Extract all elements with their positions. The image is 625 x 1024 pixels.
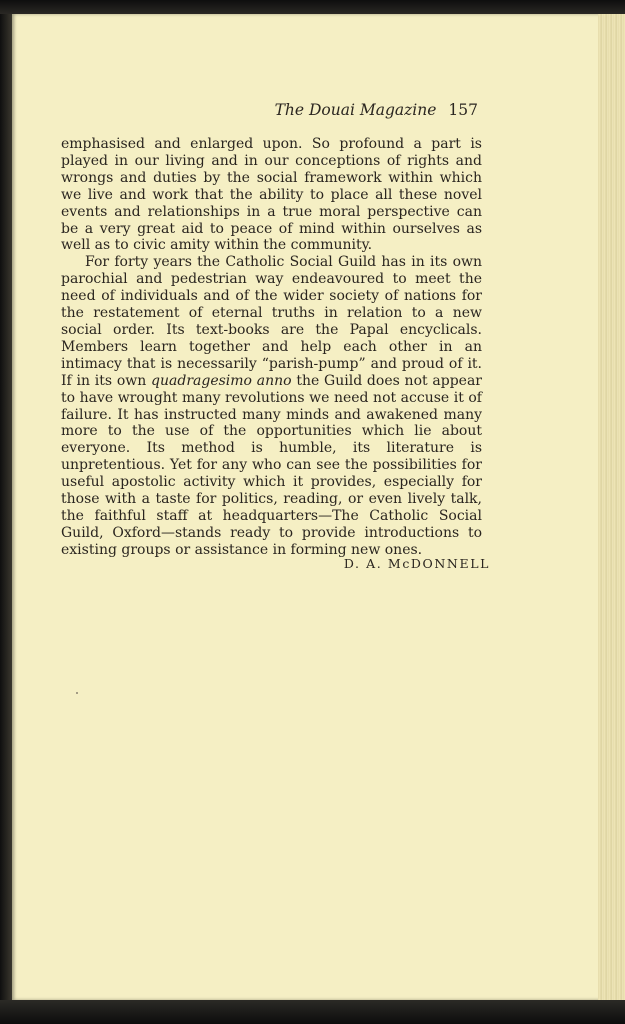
running-head <box>230 101 478 119</box>
paragraph-1: emphasised and enlarged upon. So profound a part is played in our living and in our conceptions of rights and wrongs and duties by the social framework within which we live and work that the ability to place all these novel events and relationships in a true moral perspective can be a very great aid to peace of mind within ourselves as well as to civic amity within the community. <box>61 136 482 254</box>
latin-title: quadragesimo anno <box>151 372 292 389</box>
paragraph-2-start: For forty years the Catholic Social Guild has in its own parochial and pedestrian way endeavoured to meet the need of individuals and of the wider society of nations for the restatement of eternal truths in relation to a new social order. Its text-books are the Papal encyclicals. Members learn together and help each other in an intimacy that is necessarily “parish-pump” and proud of it. If in its own <box>61 254 482 389</box>
book-gutter-edge <box>0 14 12 1000</box>
paragraph-2 <box>61 254 482 558</box>
scan-top-edge <box>0 0 625 14</box>
author-signature: D. A. McDONNELL <box>343 556 490 571</box>
page-number: 157 <box>448 101 478 119</box>
magazine-title: The Douai Magazine <box>274 101 437 119</box>
paragraph-2-end: the Guild does not appear to have wrought many revolutions we need not accuse it of failure. It has instructed many minds and awakened many more to the use of the opportunities which lie about everyone. Its method is humble, its literature is unpretentious. Yet for any who can see the possibilities for useful apostolic activity which it provides, especially for those with a taste for politics, reading, or even lively talk, the faithful staff at headquarters—The Catholic Social Guild, Oxford—stands ready to provide introductions to existing groups or assistance in forming new ones. <box>61 372 483 558</box>
paper-speck <box>76 692 78 694</box>
scan-bottom-edge <box>0 1000 625 1024</box>
article-body <box>61 136 482 559</box>
page-stack-edge <box>598 14 625 1000</box>
